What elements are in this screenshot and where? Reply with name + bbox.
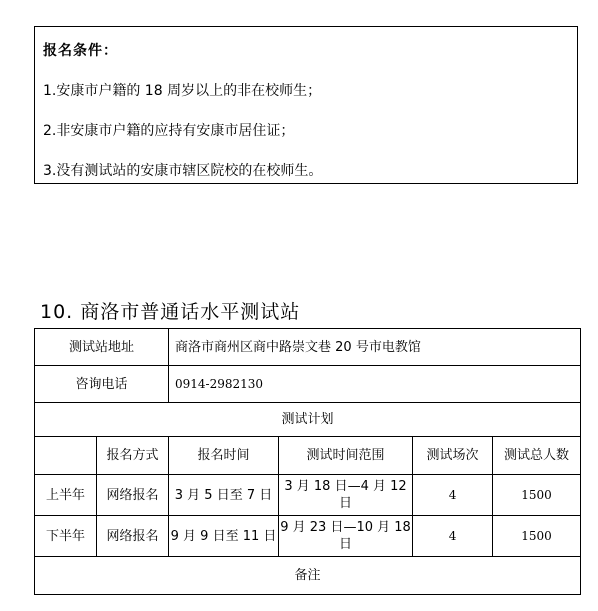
phone-row <box>35 366 581 403</box>
test-station-table <box>34 328 581 595</box>
condition-item-3: 3.没有测试站的安康市辖区院校的在校师生。 <box>43 163 323 179</box>
reg-time-cell: 9 月 9 日至 11 日 <box>169 516 279 557</box>
plan-label: 测试计划 <box>35 403 581 437</box>
test-range-cell: 3 月 18 日—4 月 12 日 <box>279 475 413 516</box>
registration-conditions-box <box>34 26 578 184</box>
condition-item-1: 1.安康市户籍的 18 周岁以上的非在校师生； <box>43 83 322 99</box>
total-cell: 1500 <box>493 475 581 516</box>
section-title: 10. 商洛市普通话水平测试站 <box>40 301 301 323</box>
header-cell: 报名方式 <box>97 437 169 475</box>
reg-time-cell: 3 月 5 日至 7 日 <box>169 475 279 516</box>
plan-row <box>35 403 581 437</box>
header-cell: 测试总人数 <box>493 437 581 475</box>
period-cell: 下半年 <box>35 516 97 557</box>
address-row <box>35 329 581 366</box>
table-row <box>35 475 581 516</box>
header-row <box>35 437 581 475</box>
header-cell: 测试场次 <box>413 437 493 475</box>
phone-value: 0914-2982130 <box>169 366 581 403</box>
address-value: 商洛市商州区商中路崇文巷 20 号市电教馆 <box>169 329 581 366</box>
method-cell: 网络报名 <box>97 516 169 557</box>
remark-row <box>35 557 581 595</box>
period-cell: 上半年 <box>35 475 97 516</box>
conditions-title: 报名条件： <box>43 43 118 59</box>
method-cell: 网络报名 <box>97 475 169 516</box>
address-label: 测试站地址 <box>35 329 169 366</box>
table-row <box>35 516 581 557</box>
sessions-cell: 4 <box>413 516 493 557</box>
sessions-cell: 4 <box>413 475 493 516</box>
header-cell: 报名时间 <box>169 437 279 475</box>
phone-label: 咨询电话 <box>35 366 169 403</box>
header-cell <box>35 437 97 475</box>
condition-item-2: 2.非安康市户籍的应持有安康市居住证； <box>43 123 295 139</box>
test-range-cell: 9 月 23 日—10 月 18 日 <box>279 516 413 557</box>
header-cell: 测试时间范围 <box>279 437 413 475</box>
remark-label: 备注 <box>35 557 581 595</box>
total-cell: 1500 <box>493 516 581 557</box>
